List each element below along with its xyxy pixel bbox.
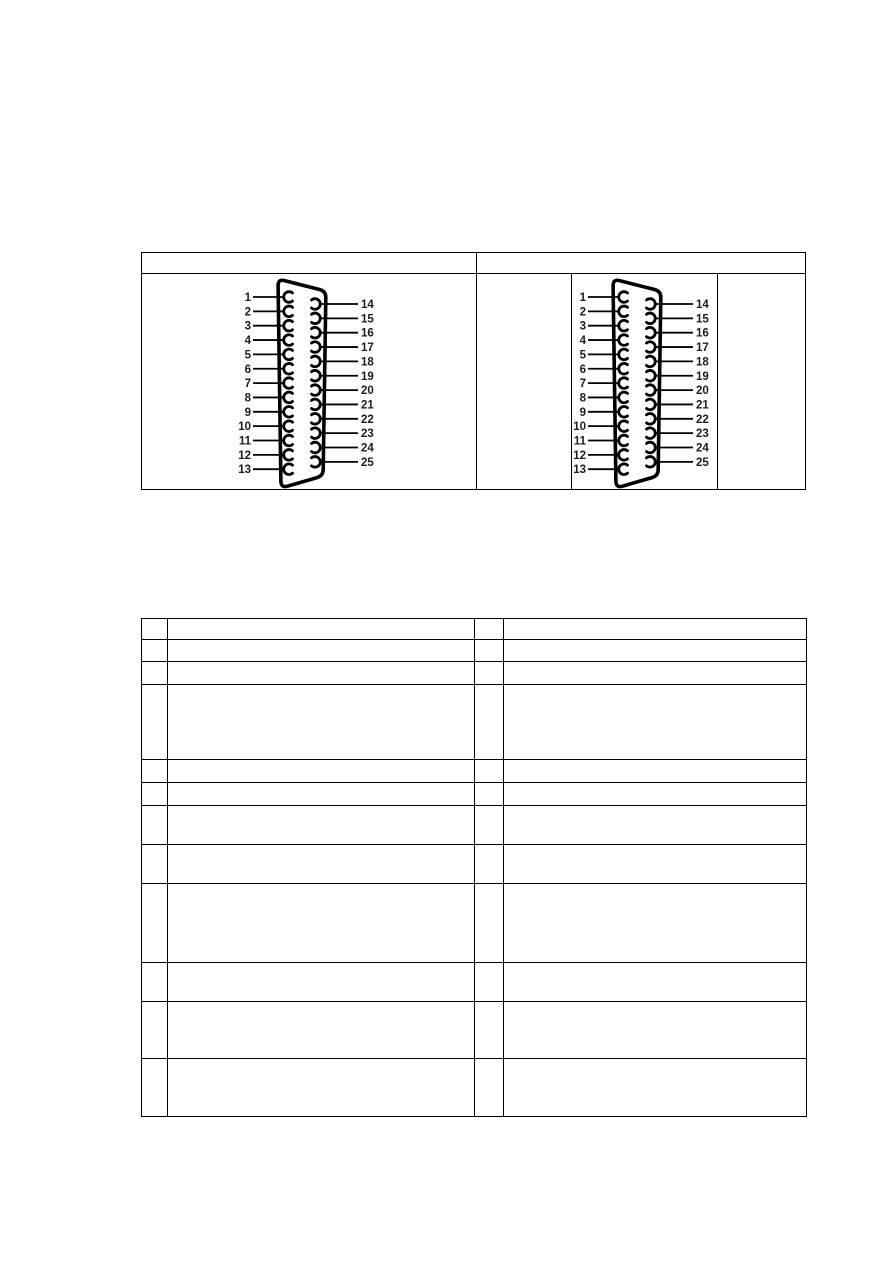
pin-label-left: 8 bbox=[244, 392, 251, 405]
pin-label-left: 2 bbox=[579, 306, 586, 319]
pin-label-right: 22 bbox=[695, 413, 709, 426]
pin-label-left: 11 bbox=[573, 435, 586, 448]
pin-table-cell bbox=[475, 662, 504, 685]
pin-table-cell bbox=[504, 640, 807, 662]
pin-label-right: 25 bbox=[695, 456, 709, 469]
pin-label-left: 3 bbox=[579, 320, 586, 333]
pin-label-right: 24 bbox=[695, 442, 709, 455]
pin-label-right: 15 bbox=[360, 313, 374, 326]
pin-label-right: 14 bbox=[695, 299, 709, 311]
pin-table-cell bbox=[168, 760, 475, 783]
pin-label-right: 22 bbox=[360, 413, 374, 426]
pin-table-cell bbox=[168, 1002, 475, 1059]
pin-table-cell bbox=[504, 884, 807, 963]
pin-label-left: 13 bbox=[572, 464, 586, 477]
pin-label-right: 15 bbox=[695, 313, 709, 326]
pin-table-row bbox=[142, 760, 807, 783]
connector-right-subcell-empty-right bbox=[718, 274, 806, 490]
pin-label-right: 17 bbox=[360, 342, 374, 355]
pin-table-cell bbox=[475, 640, 504, 662]
pin-table-cell bbox=[504, 685, 807, 760]
pin-table-row bbox=[142, 963, 807, 1002]
pin-label-left: 5 bbox=[579, 349, 586, 362]
pin-label-right: 17 bbox=[695, 342, 709, 355]
connector-right-subcell-diagram bbox=[572, 274, 718, 490]
pin-table-row bbox=[142, 1059, 807, 1117]
pin-table-row bbox=[142, 806, 807, 845]
pin-label-left: 4 bbox=[244, 335, 251, 348]
pin-table-cell bbox=[475, 685, 504, 760]
pin-label-right: 16 bbox=[360, 327, 374, 340]
db25-connector-diagram-left bbox=[237, 277, 382, 492]
pin-table-cell bbox=[475, 845, 504, 884]
pin-table-cell bbox=[142, 783, 168, 806]
pin-table-cell bbox=[475, 1002, 504, 1059]
pin-label-right: 19 bbox=[695, 370, 709, 383]
pin-table-row bbox=[142, 662, 807, 685]
pin-label-left: 13 bbox=[237, 464, 251, 477]
pin-label-right: 18 bbox=[695, 356, 709, 369]
pin-table-cell bbox=[142, 1059, 168, 1117]
connector-diagram-table bbox=[141, 252, 806, 490]
pin-table-row bbox=[142, 845, 807, 884]
connector-table-header-row bbox=[142, 253, 805, 274]
pin-table-row bbox=[142, 884, 807, 963]
pin-label-left: 7 bbox=[579, 378, 586, 391]
pin-label-left: 10 bbox=[572, 421, 586, 434]
pin-table-cell bbox=[168, 1059, 475, 1117]
pin-label-right: 19 bbox=[360, 370, 374, 383]
pin-table-cell bbox=[168, 640, 475, 662]
pin-table-cell bbox=[142, 845, 168, 884]
connector-table-body-row bbox=[142, 274, 805, 490]
pin-table-cell bbox=[504, 662, 807, 685]
pin-table-cell bbox=[168, 783, 475, 806]
pin-table-cell bbox=[168, 845, 475, 884]
pin-label-left: 9 bbox=[244, 406, 251, 419]
pin-label-right: 20 bbox=[695, 385, 709, 398]
pin-table-cell bbox=[475, 783, 504, 806]
pin-label-right: 14 bbox=[360, 299, 374, 311]
pin-label-left: 12 bbox=[572, 449, 586, 462]
pin-label-left: 4 bbox=[579, 335, 586, 348]
pin-table-row bbox=[142, 619, 807, 640]
pin-table-cell bbox=[142, 640, 168, 662]
pin-label-left: 1 bbox=[579, 292, 586, 304]
pin-label-left: 5 bbox=[244, 349, 251, 362]
connector-table-header-right bbox=[477, 253, 805, 273]
pin-label-left: 1 bbox=[244, 292, 251, 304]
pin-table-cell bbox=[475, 884, 504, 963]
pin-label-right: 16 bbox=[695, 327, 709, 340]
pin-table-cell bbox=[168, 884, 475, 963]
pin-label-left: 6 bbox=[579, 363, 586, 376]
pin-table-cell bbox=[142, 662, 168, 685]
connector-table-header-left bbox=[142, 253, 477, 273]
pin-label-left: 11 bbox=[238, 435, 251, 448]
pin-label-left: 8 bbox=[579, 392, 586, 405]
pin-label-left: 2 bbox=[244, 306, 251, 319]
pin-table-row bbox=[142, 685, 807, 760]
pin-table-cell bbox=[168, 806, 475, 845]
db25-connector-diagram-right bbox=[572, 277, 717, 492]
pin-label-right: 24 bbox=[360, 442, 374, 455]
pin-table-cell bbox=[504, 845, 807, 884]
pin-label-right: 21 bbox=[695, 399, 709, 412]
pin-table-cell bbox=[168, 963, 475, 1002]
pin-table-row bbox=[142, 640, 807, 662]
pin-label-left: 3 bbox=[244, 320, 251, 333]
pin-table-cell bbox=[475, 760, 504, 783]
pin-label-left: 10 bbox=[237, 421, 251, 434]
pin-label-left: 7 bbox=[244, 378, 251, 391]
connector-cell-left bbox=[142, 274, 477, 490]
pin-table-cell bbox=[475, 806, 504, 845]
connector-right-subcell-empty-left bbox=[477, 274, 572, 490]
pin-label-right: 25 bbox=[360, 456, 374, 469]
pin-assignment-table bbox=[141, 618, 807, 1117]
pin-table-cell bbox=[504, 1059, 807, 1117]
connector-cell-right bbox=[477, 274, 805, 490]
pin-table-cell bbox=[504, 806, 807, 845]
pin-table-cell bbox=[168, 685, 475, 760]
pin-table-cell bbox=[142, 1002, 168, 1059]
pin-table-cell bbox=[168, 662, 475, 685]
pin-label-left: 6 bbox=[244, 363, 251, 376]
pin-table-cell bbox=[142, 884, 168, 963]
pin-table-cell bbox=[504, 783, 807, 806]
pin-label-right: 21 bbox=[360, 399, 374, 412]
pin-table-row bbox=[142, 1002, 807, 1059]
pin-table-cell bbox=[504, 619, 807, 640]
pin-label-right: 18 bbox=[360, 356, 374, 369]
pin-label-right: 20 bbox=[360, 385, 374, 398]
pin-label-right: 23 bbox=[360, 428, 374, 441]
pin-table-cell bbox=[475, 619, 504, 640]
pin-table-row bbox=[142, 783, 807, 806]
pin-table-cell bbox=[475, 1059, 504, 1117]
pin-table-cell bbox=[142, 963, 168, 1002]
pin-table-cell bbox=[504, 1002, 807, 1059]
pin-label-left: 9 bbox=[579, 406, 586, 419]
pin-table-cell bbox=[504, 760, 807, 783]
pin-table-cell bbox=[504, 963, 807, 1002]
pin-table-cell bbox=[142, 760, 168, 783]
pin-table-cell bbox=[142, 685, 168, 760]
pin-table-cell bbox=[142, 806, 168, 845]
pin-label-left: 12 bbox=[237, 449, 251, 462]
pin-table-cell bbox=[475, 963, 504, 1002]
pin-label-right: 23 bbox=[695, 428, 709, 441]
pin-table-cell bbox=[168, 619, 475, 640]
pin-table-cell bbox=[142, 619, 168, 640]
